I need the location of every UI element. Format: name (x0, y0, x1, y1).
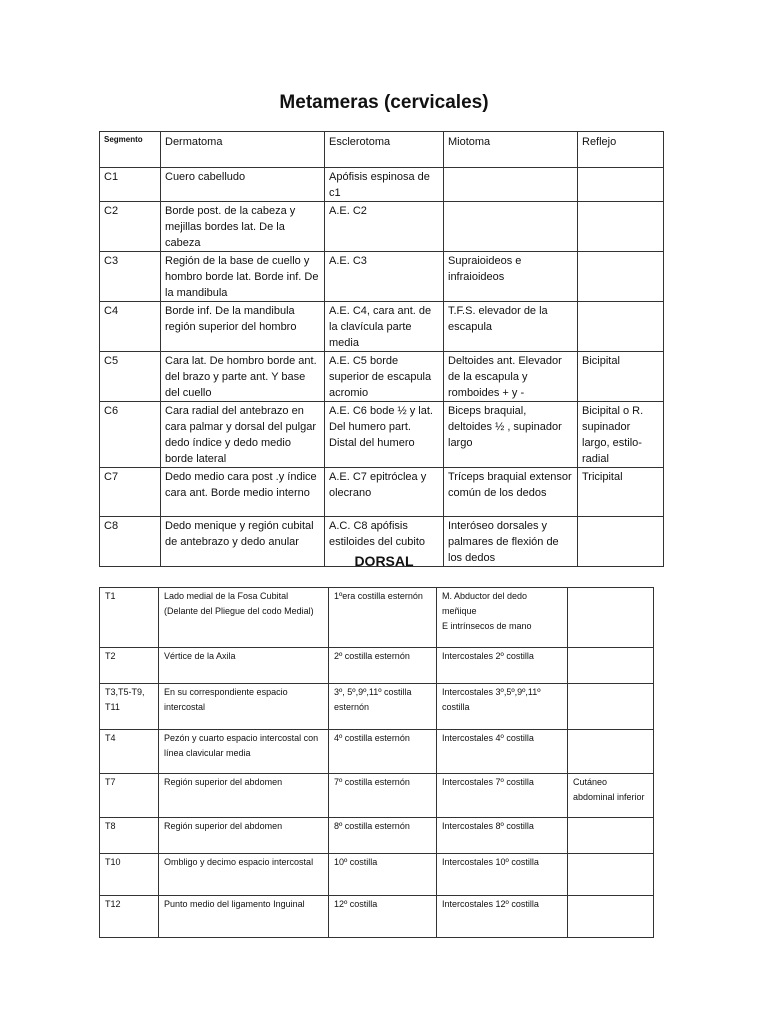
table-row (100, 588, 654, 648)
cell-escl: A.E. C2 (325, 202, 444, 252)
cell-ref (578, 168, 664, 202)
table-row (100, 854, 654, 896)
cell-derm: Cara lat. De hombro borde ant. del brazo y parte ant. Y base del cuello (161, 352, 325, 402)
cell-derm: Borde post. de la cabeza y mejillas bordes lat. De la cabeza (161, 202, 325, 252)
cell-ref (568, 588, 654, 648)
table-row (100, 896, 654, 938)
cell-mio: Biceps braquial, deltoides ½ , supinador largo (444, 402, 578, 468)
table-row (100, 774, 654, 818)
cervical-table (99, 131, 664, 567)
cell-seg: T2 (100, 648, 159, 684)
cell-ref (568, 684, 654, 730)
page-title: Metameras (cervicales) (279, 92, 489, 113)
cell-mio: Supraioideos e infraioideos (444, 252, 578, 302)
cell-escl: A.C. C8 apófisis estiloides del cubito (325, 517, 444, 567)
cell-derm: Región superior del abdomen (159, 774, 329, 818)
cell-mio: Intercostales 2º costilla (437, 648, 568, 684)
cell-seg: C3 (100, 252, 161, 302)
cell-mio: Deltoides ant. Elevador de la escapula y romboides + y - (444, 352, 578, 402)
table-row (100, 352, 664, 402)
cell-ref (568, 730, 654, 774)
cell-seg: T12 (100, 896, 159, 938)
header-segmento: Segmento (100, 132, 161, 168)
cell-derm: Cara radial del antebrazo en cara palmar y dorsal del pulgar dedo índice y dedo medio borde lateral (161, 402, 325, 468)
table-row (100, 202, 664, 252)
cell-escl: 12º costilla (329, 896, 437, 938)
cell-escl: 4º costilla esternón (329, 730, 437, 774)
cell-seg: T8 (100, 818, 159, 854)
cell-ref (568, 818, 654, 854)
cell-escl: 1ºera costilla esternón (329, 588, 437, 648)
cell-escl: 8º costilla esternón (329, 818, 437, 854)
table-row (100, 648, 654, 684)
cell-seg: C5 (100, 352, 161, 402)
table-row (100, 402, 664, 468)
cell-mio: M. Abductor del dedo meñique E intrínsecos de mano (437, 588, 568, 648)
cell-ref (568, 648, 654, 684)
cell-ref: Tricipital (578, 468, 664, 517)
table-row (100, 818, 654, 854)
cell-seg: C8 (100, 517, 161, 567)
cell-mio: Intercostales 7º costilla (437, 774, 568, 818)
cell-derm: En su correspondiente espacio intercostal (159, 684, 329, 730)
header-reflejo: Reflejo (578, 132, 664, 168)
header-esclerotoma: Esclerotoma (325, 132, 444, 168)
cell-derm: Pezón y cuarto espacio intercostal con línea clavicular media (159, 730, 329, 774)
cell-escl: 10º costilla (329, 854, 437, 896)
cell-ref (578, 302, 664, 352)
cell-mio: Intercostales 12º costilla (437, 896, 568, 938)
cell-escl: 3º, 5º,9º,11º costilla esternón (329, 684, 437, 730)
cell-mio: Tríceps braquial extensor común de los dedos (444, 468, 578, 517)
dorsal-title: DORSAL (354, 553, 414, 569)
cell-derm: Lado medial de la Fosa Cubital (Delante del Pliegue del codo Medial) (159, 588, 329, 648)
cell-derm: Punto medio del ligamento Inguinal (159, 896, 329, 938)
cell-seg: C4 (100, 302, 161, 352)
cell-escl: A.E. C4, cara ant. de la clavícula parte media (325, 302, 444, 352)
cell-ref: Bicipital o R. supinador largo, estilo-radial (578, 402, 664, 468)
cell-escl: A.E. C3 (325, 252, 444, 302)
table-row (100, 730, 654, 774)
table-header-row (100, 132, 664, 168)
cell-ref (578, 202, 664, 252)
cell-mio (444, 202, 578, 252)
cell-derm: Dedo menique y región cubital de antebrazo y dedo anular (161, 517, 325, 567)
cell-seg: T10 (100, 854, 159, 896)
cell-mio: Intercostales 3º,5º,9º,11º costilla (437, 684, 568, 730)
cell-derm: Cuero cabelludo (161, 168, 325, 202)
cell-ref: Bicipital (578, 352, 664, 402)
cell-derm: Vértice de la Axila (159, 648, 329, 684)
cell-seg: T3,T5-T9, T11 (100, 684, 159, 730)
cell-escl: A.E. C7 epitróclea y olecrano (325, 468, 444, 517)
cell-derm: Región superior del abdomen (159, 818, 329, 854)
cell-mio: T.F.S. elevador de la escapula (444, 302, 578, 352)
table-row (100, 168, 664, 202)
header-miotoma: Miotoma (444, 132, 578, 168)
cell-seg: T7 (100, 774, 159, 818)
cell-escl: Apófisis espinosa de c1 (325, 168, 444, 202)
cell-seg: T4 (100, 730, 159, 774)
cell-mio: Interóseo dorsales y palmares de flexión de los dedos (444, 517, 578, 567)
cell-ref (578, 252, 664, 302)
cell-escl: 7º costilla esternón (329, 774, 437, 818)
cell-seg: C7 (100, 468, 161, 517)
cell-ref (568, 896, 654, 938)
table-row (100, 684, 654, 730)
cell-derm: Ombligo y decimo espacio intercostal (159, 854, 329, 896)
cell-escl: 2º costilla esternón (329, 648, 437, 684)
cell-derm: Borde inf. De la mandibula región superior del hombro (161, 302, 325, 352)
cell-derm: Dedo medio cara post .y índice cara ant. Borde medio interno (161, 468, 325, 517)
cell-ref: Cutáneo abdominal inferior (568, 774, 654, 818)
cell-mio: Intercostales 4º costilla (437, 730, 568, 774)
cell-derm: Región de la base de cuello y hombro borde lat. Borde inf. De la mandibula (161, 252, 325, 302)
table-row (100, 468, 664, 517)
cell-seg: T1 (100, 588, 159, 648)
cell-escl: A.E. C5 borde superior de escapula acromio (325, 352, 444, 402)
table-row (100, 302, 664, 352)
dorsal-table (99, 587, 654, 938)
cell-seg: C6 (100, 402, 161, 468)
cell-seg: C1 (100, 168, 161, 202)
cell-seg: C2 (100, 202, 161, 252)
header-dermatoma: Dermatoma (161, 132, 325, 168)
cell-ref (568, 854, 654, 896)
cell-mio: Intercostales 10º costilla (437, 854, 568, 896)
table-row (100, 252, 664, 302)
cell-mio: Intercostales 8º costilla (437, 818, 568, 854)
cell-mio (444, 168, 578, 202)
cell-escl: A.E. C6 bode ½ y lat. Del humero part. Distal del humero (325, 402, 444, 468)
